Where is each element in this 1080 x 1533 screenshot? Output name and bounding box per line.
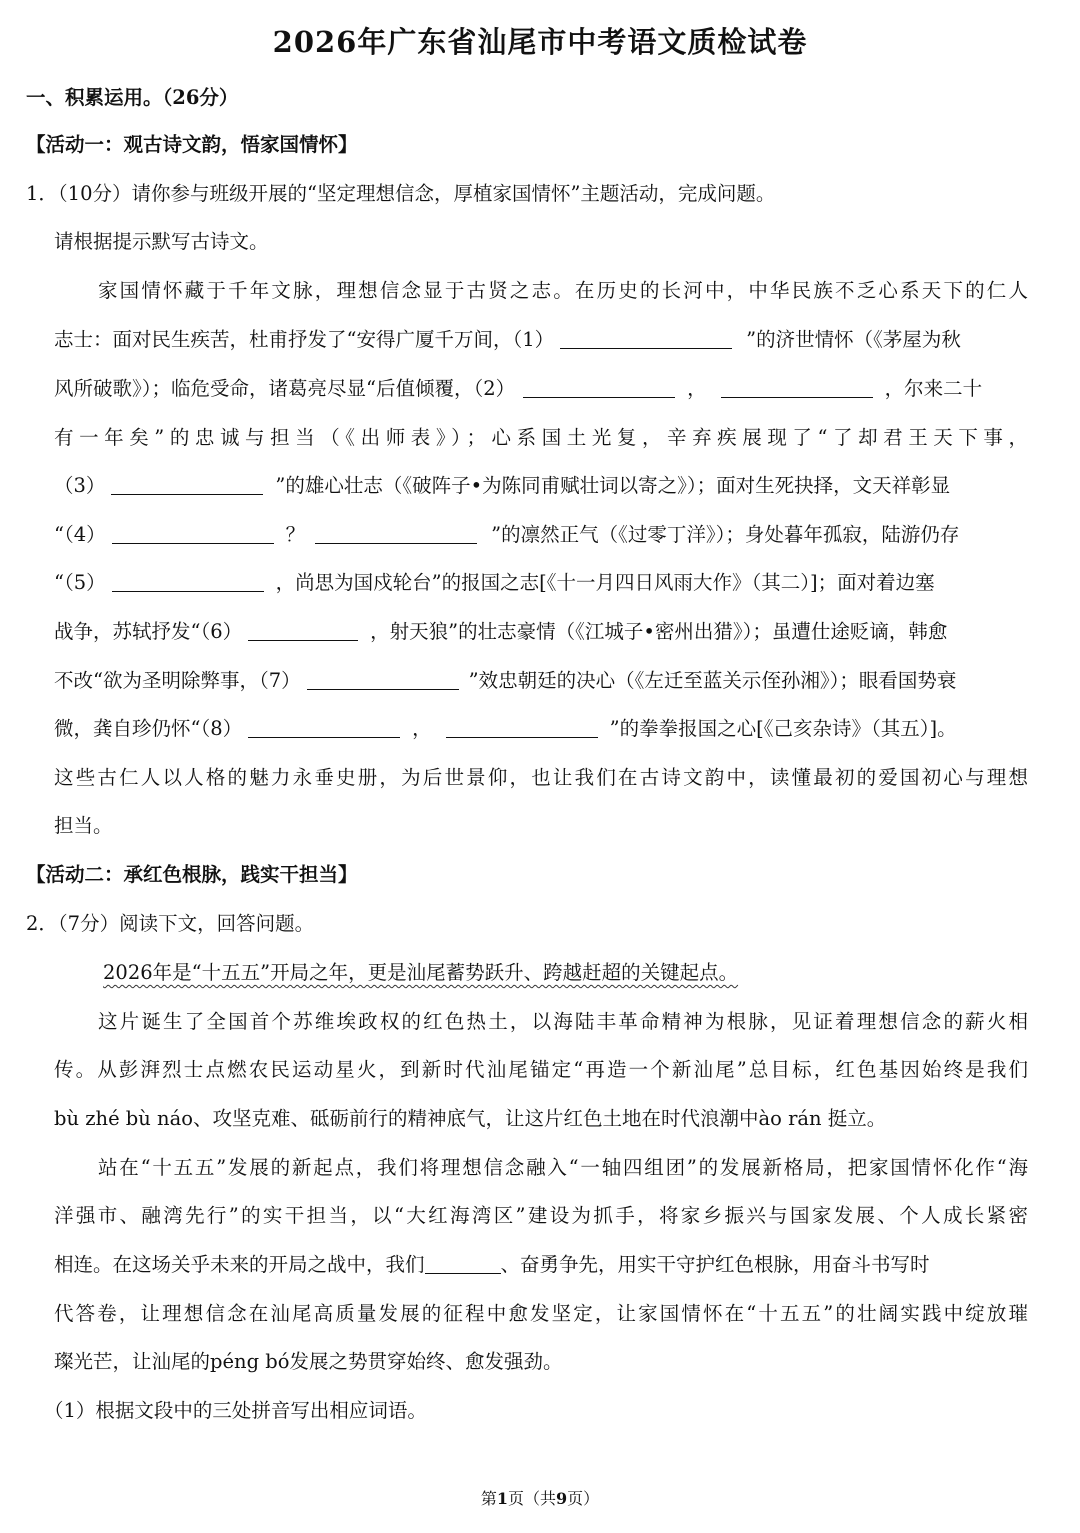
question-1-instruction: 请根据提示默写古诗文。 <box>54 230 269 253</box>
answer-blank-1[interactable] <box>560 328 732 349</box>
answer-blank-4b[interactable] <box>315 523 477 544</box>
answer-blank-6[interactable] <box>248 620 358 641</box>
pinyin-1: bù zhé bù náo <box>54 1107 193 1130</box>
pinyin-2: ào rán <box>758 1107 822 1130</box>
passage-p2-line-5: 璨光芒，让汕尾的péng bó发展之势贯穿始终、愈发强劲。 <box>54 1350 563 1373</box>
q1-text-line-12: 担当。 <box>54 814 113 837</box>
answer-blank-4a[interactable] <box>112 523 274 544</box>
q1-text-line-1: 家国情怀藏于千年文脉，理想信念显于古贤之志。在历史的长河中，中华民族不乏心系天下的仁人 <box>98 279 1028 302</box>
page-number: 1 <box>496 1489 508 1508</box>
q1-text-line-8: 战争，苏轼抒发“（6） ，射天狼”的壮志豪情（《江城子•密州出猎》）；虽遭仕途贬谪，韩愈 <box>54 620 948 643</box>
q1-text-line-9: 不改“欲为圣明除弊事，（7） ”效忠朝廷的决心（《左迁至蓝关示侄孙湘》）；眼看国势衰 <box>54 669 957 692</box>
section-heading: 一、积累运用。（26分） <box>26 86 239 109</box>
page-footer: 第1页（共9页） <box>480 1489 600 1508</box>
question-2-stem: 2．（7分）阅读下文，回答问题。 <box>26 912 315 935</box>
page-total: 9 <box>556 1489 568 1508</box>
q1-text-line-5: （3） ”的雄心壮志（《破阵子•为陈同甫赋壮词以寄之》）；面对生死抉择，文天祥彰显 <box>54 474 951 497</box>
answer-blank-2b[interactable] <box>721 377 873 398</box>
answer-blank-3[interactable] <box>111 474 263 495</box>
q1-text-line-10: 微，龚自珍仍怀“（8） ， ”的拳拳报国之心[《己亥杂诗》（其五）]。 <box>54 717 957 740</box>
sub-question-1: （1）根据文段中的三处拼音写出相应词语。 <box>44 1399 427 1422</box>
question-1-stem: 1．（10分）请你参与班级开展的“坚定理想信念，厚植家国情怀”主题活动，完成问题。 <box>26 182 776 205</box>
q1-text-line-2: 志士：面对民生疾苦，杜甫抒发了“安得广厦千万间，（1） ”的济世情怀（《茅屋为秋 <box>54 328 961 351</box>
answer-blank-2a[interactable] <box>523 377 675 398</box>
answer-blank-idiom[interactable] <box>425 1253 501 1274</box>
q1-text-line-4: 有一年矣”的忠诚与担当（《出师表》）；心系国土光复，辛弃疾展现了“了却君王天下事， <box>54 426 1028 449</box>
passage-p1-line-2: 传。从彭湃烈士点燃农民运动星火，到新时代汕尾锚定“再造一个新汕尾”总目标，红色基因始终是我们 <box>54 1058 1028 1081</box>
q1-text-line-7: “（5） ，尚思为国戍轮台”的报国之志[《十一月四日风雨大作》（其二）]；面对着边塞 <box>54 571 935 594</box>
activity-one-heading: 【活动一：观古诗文韵，悟家国情怀】 <box>26 133 358 156</box>
passage-p2-line-4: 代答卷，让理想信念在汕尾高质量发展的征程中愈发坚定，让家国情怀在“十五五”的壮阔实践中绽放璀 <box>54 1302 1028 1325</box>
activity-two-heading: 【活动二：承红色根脉，践实干担当】 <box>26 863 358 886</box>
exam-title: 2026年广东省汕尾市中考语文质检试卷 <box>272 25 808 59</box>
answer-blank-5[interactable] <box>112 571 264 592</box>
q1-text-line-6: “（4） ？ ”的凛然正气（《过零丁洋》）；身处暮年孤寂，陆游仍存 <box>54 523 960 546</box>
passage-p2-line-1: 站在“十五五”发展的新起点，我们将理想信念融入“一轴四组团”的发展新格局，把家国情怀化作“海 <box>98 1156 1028 1179</box>
passage-p2-line-2: 洋强市、融湾先行”的实干担当，以“大红海湾区”建设为抓手，将家乡振兴与国家发展、个人成长紧密 <box>54 1204 1028 1227</box>
q1-text-line-11: 这些古仁人以人格的魅力永垂史册，为后世景仰，也让我们在古诗文韵中，读懂最初的爱国初心与理想 <box>54 766 1028 789</box>
passage-p1-line-1: 这片诞生了全国首个苏维埃政权的红色热土，以海陆丰革命精神为根脉，见证着理想信念的薪火相 <box>98 1010 1028 1033</box>
answer-blank-7[interactable] <box>307 669 459 690</box>
passage-p1-line-3: bù zhé bù náo、攻坚克难、砥砺前行的精神底气，让这片红色土地在时代浪潮中ào rán 挺立。 <box>54 1107 887 1130</box>
passage-lead-sentence: 2026年是“十五五”开局之年，更是汕尾蓄势跃升、跨越赶超的关键起点。 <box>103 961 739 984</box>
q1-text-line-3: 风所破歌》）；临危受命，诸葛亮尽显“后值倾覆，（2） ， ，尔来二十 <box>54 377 983 400</box>
passage-p2-line-3: 相连。在这场关乎未来的开局之战中，我们 、奋勇争先，用实干守护红色根脉，用奋斗书写时 <box>54 1253 930 1276</box>
pinyin-3: péng bó <box>210 1350 290 1373</box>
answer-blank-8b[interactable] <box>446 717 598 738</box>
answer-blank-8a[interactable] <box>248 717 400 738</box>
